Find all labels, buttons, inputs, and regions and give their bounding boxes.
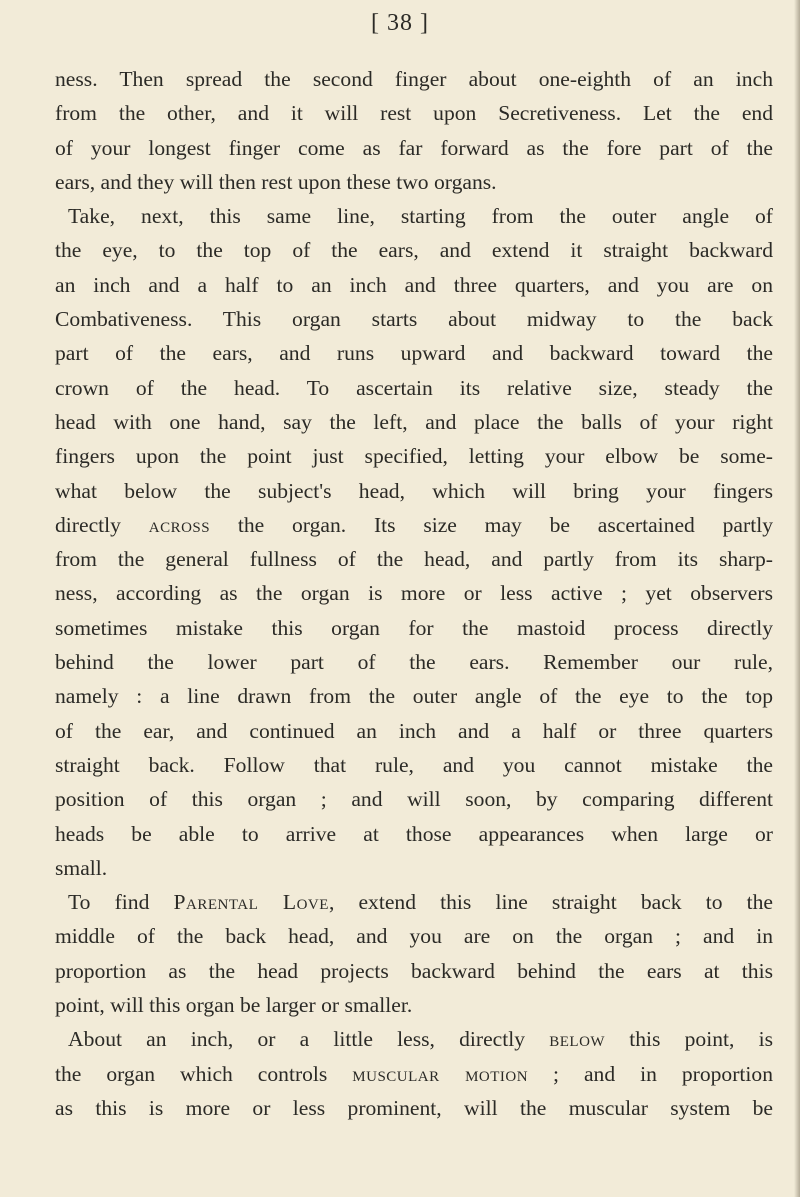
text-line (55, 782, 773, 816)
text-line (55, 714, 773, 748)
text-line (55, 988, 773, 1022)
text-line (55, 885, 773, 919)
text-line (55, 851, 773, 885)
text-segment: head with one hand, say the left, and place the balls of your right (55, 409, 773, 434)
text-line (55, 233, 773, 267)
text-line (55, 474, 773, 508)
text-segment: proportion as the head projects backward behind the ears at this (55, 958, 773, 983)
text-segment: Take, next, this same line, starting from the outer angle of (68, 204, 773, 229)
text-segment: sometimes mistake this organ for the mastoid process directly (55, 615, 773, 640)
text-line (55, 199, 773, 233)
text-segment: namely : a line drawn from the outer angle of the eye to the top (55, 684, 773, 709)
text-segment: straight back. Follow that rule, and you cannot mistake the (55, 752, 773, 777)
text-segment: About an inch, or a little less, directly (68, 1027, 550, 1052)
page-edge-shadow (794, 0, 800, 1197)
text-segment: To find (68, 890, 174, 915)
text-segment: part of the ears, and runs upward and backward toward the (55, 341, 773, 366)
text-line (55, 748, 773, 782)
text-segment: from the other, and it will rest upon Secretiveness. Let the end (55, 101, 773, 126)
text-segment: the organ which controls (55, 1061, 353, 1086)
text-segment: , extend this line straight back to the (328, 890, 773, 915)
text-line (55, 954, 773, 988)
text-line (55, 645, 773, 679)
text-line (55, 542, 773, 576)
text-line (55, 405, 773, 439)
text-segment: point, will this organ be larger or smaller. (55, 993, 413, 1018)
text-line (55, 165, 773, 199)
text-segment: this point, is (605, 1027, 773, 1052)
page-number: [ 38 ] (371, 10, 429, 36)
text-segment: as this is more or less prominent, will the muscular system be (55, 1095, 773, 1120)
body-text (55, 62, 773, 1125)
text-line (55, 1091, 773, 1125)
text-segment: the eye, to the top of the ears, and extend it straight backward (55, 238, 773, 263)
small-caps-term: muscular motion (352, 1061, 529, 1086)
text-line (55, 96, 773, 130)
text-line (55, 268, 773, 302)
text-segment: position of this organ ; and will soon, by comparing different (55, 787, 773, 812)
text-segment: an inch and a half to an inch and three quarters, and you are on (55, 272, 773, 297)
text-line (55, 611, 773, 645)
text-segment: ness, according as the organ is more or less active ; yet observers (55, 581, 773, 606)
small-caps-term: below (549, 1027, 606, 1052)
text-line (55, 679, 773, 713)
text-line (55, 439, 773, 473)
text-segment: from the general fullness of the head, and partly from its sharp- (55, 547, 773, 572)
text-line (55, 1022, 773, 1056)
text-segment: ness. Then spread the second finger about one-eighth of an inch (55, 67, 773, 91)
text-segment: the organ. Its size may be ascertained partly (210, 512, 773, 537)
text-segment: crown of the head. To ascertain its relative size, steady the (55, 375, 773, 400)
text-segment: small. (55, 855, 108, 880)
text-segment: Combativeness. This organ starts about midway to the back (55, 307, 773, 332)
text-line (55, 302, 773, 336)
text-segment: directly (55, 512, 149, 537)
text-line (55, 62, 773, 96)
text-line (55, 508, 773, 542)
text-segment: heads be able to arrive at those appearances when large or (55, 821, 773, 846)
text-line (55, 919, 773, 953)
text-line (55, 336, 773, 370)
text-segment: ; and in proportion (528, 1061, 773, 1086)
text-segment: ears, and they will then rest upon these two organs. (55, 169, 497, 194)
text-segment: middle of the back head, and you are on the organ ; and in (55, 924, 773, 949)
text-line (55, 1057, 773, 1091)
text-segment: fingers upon the point just specified, letting your elbow be some- (55, 444, 773, 469)
text-line (55, 131, 773, 165)
text-segment: of your longest finger come as far forward as the fore part of the (55, 135, 773, 160)
text-line (55, 576, 773, 610)
text-segment: of the ear, and continued an inch and a half or three quarters (55, 718, 773, 743)
small-caps-term: Parental Love (173, 890, 329, 915)
text-segment: what below the subject's head, which will bring your fingers (55, 478, 773, 503)
text-line (55, 371, 773, 405)
text-segment: behind the lower part of the ears. Remember our rule, (55, 650, 773, 675)
small-caps-term: across (148, 512, 211, 537)
text-line (55, 817, 773, 851)
